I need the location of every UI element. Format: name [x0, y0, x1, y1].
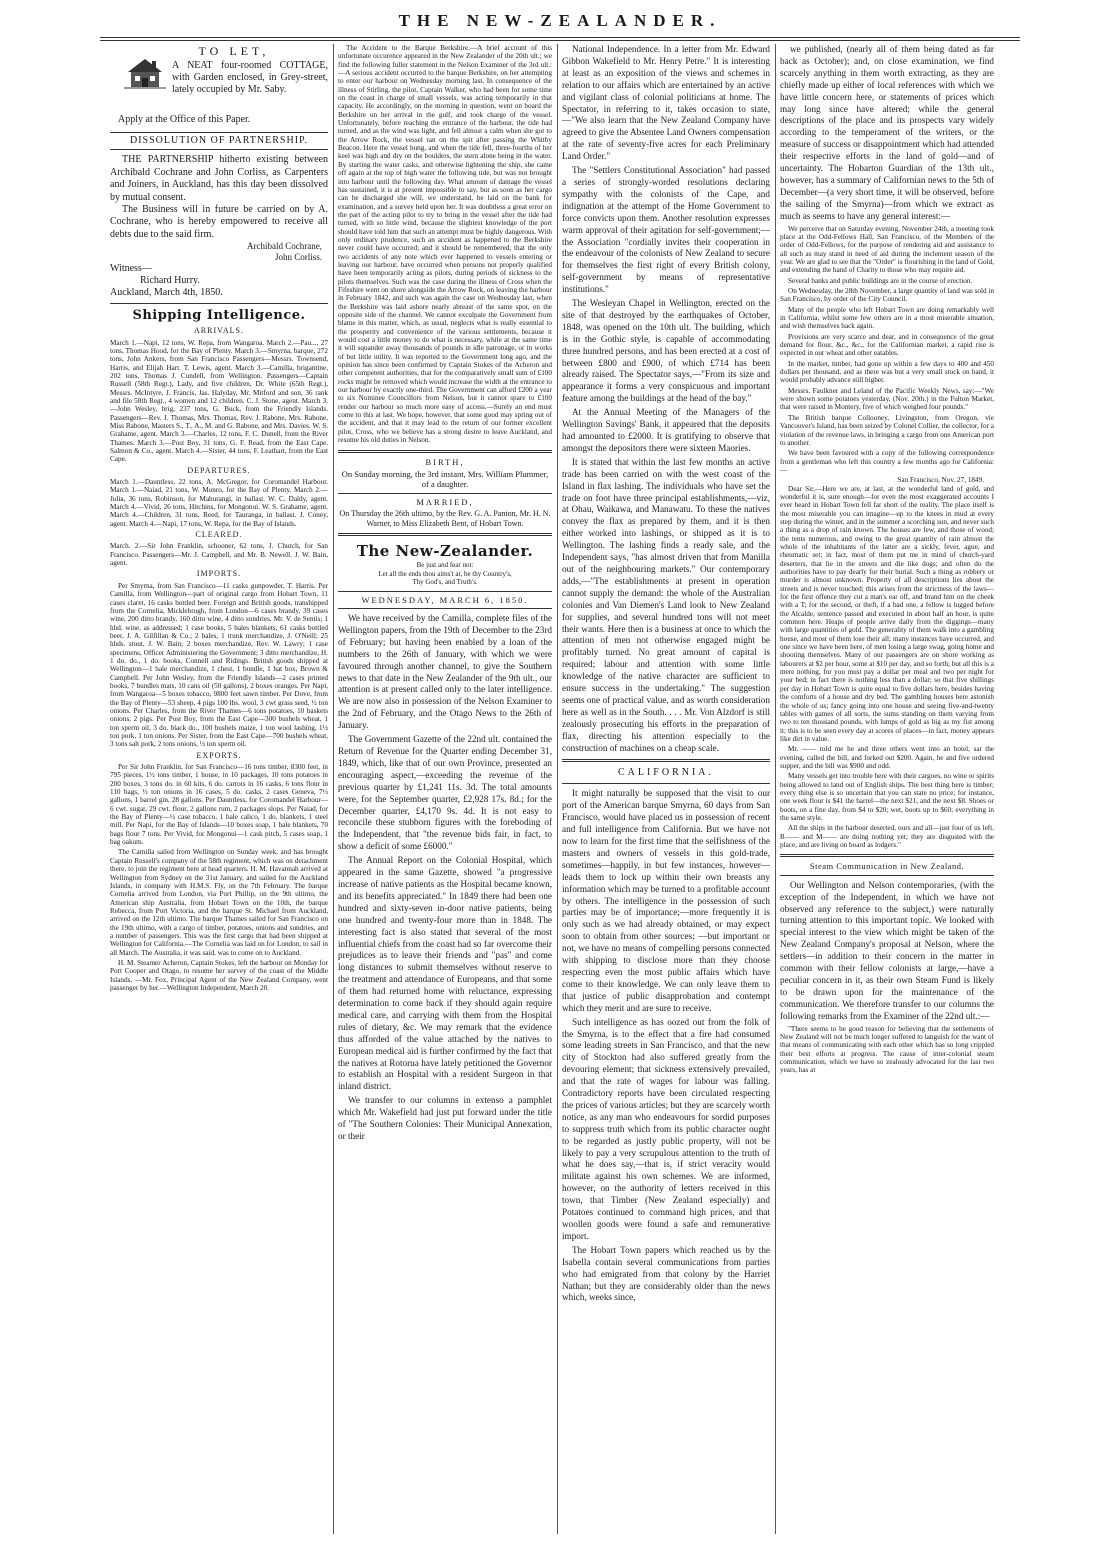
exports-heading: EXPORTS.: [196, 750, 242, 760]
witness-label: Witness—: [110, 263, 152, 275]
column-1: [110, 44, 328, 1534]
column-2: [338, 44, 552, 1534]
signature: Archibald Cochrane,: [247, 241, 322, 252]
divider: [338, 450, 552, 453]
editorial-paper-title: The New-Zealander.: [356, 542, 534, 561]
cleared-list: March. 2.—Sir John Franklin, schooner, 62 tons, J. Church, for San Francisco. Passengers—Mr. J. Campbell, and Mr. B. Newell. J. W. Bain, agent.: [110, 542, 328, 568]
quoted-paragraph: In the market, timber, had gone up within a few days to 400 and 450 dollars per thousand, and as there was but a very small stock on hand, it would probably advance still higher.: [780, 359, 994, 385]
quoted-paragraph: We perceive that on Saturday evening, November 24th, a meeting took place at the Odd-Fellows Hall, San Francisco, of the Members of the order of Odd-Fellows, for the purpose of rendering aid and assistance to all such as may stand in need of aid during the inclement season of the year. We are glad to see that the "Order" is flourishing in the land of Gold, and extending the hand of Charity to those who may require aid.: [780, 224, 994, 275]
divider: [110, 149, 328, 150]
column-rule: [333, 44, 334, 1534]
quoted-paragraph: Several banks and public buildings are in the course of erection.: [788, 276, 973, 285]
arrivals-heading: ARRIVALS.: [194, 326, 244, 336]
berkshire-article: The Accident to the Barque Berkshire.—A brief account of this unfortunate occurence appeared in the New Zealander of the 20th ult.; we find the following fuller statement in the Nelson Examiner of the 3rd ult.:—A serious accident occurred to the barque Berkshire, on her attempting to enter our harbour on Wednesday morning last. In consequence of the illness of Stirling, the pilot, Captain Walker, who had been for some time on the coast in charge of small vessels, was acting temporarily in that capacity. He accordingly, on the morning in question, went on board the Berkshire on her arrival in the gulf, and took charge of the vessel. Unfortunately, before reaching the entrance of the harbour, the tide had turned, and as the wind was light, and fell almost a calm when she got to the Arrow Rock, the vessel ran on the spit after passing the Whitby Beacon. Here the vessel hung, and when the tide fell, three-fourths of her keel was high and dry on the boulders, the stern alone being in the water. By starting the water casks, and otherwise lightening the ship, she came off again at the top of high water the following tide, but was not brought into harbour until the following day. What amount of damage the vessel has sustained, it is at present impossible to say, but as soon as her cargo can be discharged she will, we understand, be laid on the bank for examination, and a survey held upon her. It was doubtless a great error on the part of the acting pilot to try to bring in the vessel after the tide had turned, with so little wind, because the slightest knowledge of the port should have told him that such an attempt must be highly dangerous. With only ordinary prudence, such an accident as happened to the Berkshire never could have occurred; and it should be remembered, that the only two accidents of any note which ever happened to vessels entering or leaving our harbour, have occurred when persons not properly qualified have been temporarily acting as pilots, during periods of sickness to the pilots themselves. Such was the case during the illness of Cross when the Fifeshire went on shore alongside the Arrow Rock, on leaving the harbour in February 1842, and such was again the case on Wednesday last, when the Berkshire was laid ashore nearly abreast of the same spot, on the opposite side of the channel. We cannot exculpate the Government from blame in this matter, which, as usual, neglects what is really essential to the prosperity and convenience of the various settlements, because it would cost a little money to do what is necessary, while at the same time it will squander away thousands of pounds in idle patronage, or in works of but little utility. It was reported to the Government long ago, and the opinion has since been confirmed by Captain Stokes of the Acheron and other competent authorities, that for the comparatively small sum of £100 rocks might be removed which would increase the width at the entrance to our harbour by exactly one-third. The Government can afford £200 a year to six Nominee Councillors from Nelson, but it cannot spare to £100 render our harbour so much more easy of access.—Surely an end must come to this at last. We hope, however, that some good may spring out of the accident, and that it may lead to the return of our former excellent pilot, Cross, who we believe has a strong desire to leave Auckland, and resume his old duties in Nelson.: [338, 44, 552, 445]
letter-paragraph: Dear Sir,—Here we are, at last, at the wonderful land of gold, and wonderful it is, sure enough—for even the most exaggerated accounts I ever heard in Hobart Town fell far short of the reality. The place itself is the most miserable you can imagine—up to the knees in mud at every step during the winter, and in the summer a scorching sun, and never such a thing as a drop of rain known. The houses are few, and those of wood; the tents numerous, and owing to the great quantity of rain almost the whole of the inhabitants of the latter are a sickly, fever, ague, and rheumatic set; in fact, most of them put me in mind of church-yard deserters, that lie in the streets and die like dogs; and often do the authorities have to pay dearly for their burial. Such a thing as robbery or murder is almost unknown. Property of all descriptions lies about the streets and is never touched; this arises from the strictness of the laws—for the first offence they cut a man's ear off, and brand him on the cheek with a T; for the second, or theft, if a bad one, a fellow is lugged before the Alcalde, sentence passed and executed in about half an hour, is quite common here. Heaps of people arrive daily from the diggings—many with large quantities of gold. The generality of them walk into a gambling house, and most of them lose their all; many instances have occurred, and one since we have been here, of men losing a large swag, going home and shooting themselves. Many of our passengers are on shore working as labourers at $2 per hour, some at $10 per day, and so forth; but all this is a mere nothing, for you must pay a dollar per meal and two per night for your bed; in fact there is nothing less than a dollar; so that five shillings per day in Hobart Town is quite equal to five dollars here, besides having the comforts of a house and dry bed. The gambling houses here astonish the whole of us; fancy going into one house and seeing five-and-twenty tables with games of all sorts, the sums standing on them varying from two to ten thousand pounds, with lumps of gold as big as my fist among it; this is to be seen every day at scores of places—in fact, money appears like dirt in value.: [780, 484, 994, 743]
divider: [338, 493, 552, 494]
arrivals-list: March 1.—Napi, 12 tons, W. Repa, from Wangaroa. March 2.—Pau..., 27 tons, Thomas Hood, for the Bay of Plenty. March 3.—Smyrna, barque, 272 tons, John Ankers, from San Francisco Passengers—Messrs. Townsend, Harris, and Elijah Hart. T. Lewis, agent. March 3.—Camilla, brigantine, 202 tons, Thomas J. Cundell, from Wellington. Passengers—Captain Russell (58th Regt.), Lady, and five children, Dr. White (65th Regt.), Messrs. McIntyre, J. Francis, Jas. Halyday, Mr. Mitford and son, 36 rank and file 58th Regt., 4 women and 12 children. C. J. Stone, agent. March 3.—John Wesley, brig, 237 tons, G. Buck, from the Friendly Islands. Passengers—Rev. J. Thomas, Mrs. Thomas, Rev. J. Rabone, Mrs. Rabone, Miss Rabone, Masters S., T., A., M. and G. Rabone, and Mrs. Davies. W. S. Grahame, agent. March 3.—Charles, 12 tons, F. C. Dunell, from the River Thames. March 3.—Post Boy, 31 tons, G. F. Read, from the East Cape. Salmon & Co., agent. March 4.—Sister, 44 tons, F. Leathart, from the East Cape.: [110, 338, 328, 464]
editorial-paragraph: The "Settlers Constitutional Association" had passed a series of strongly-worded resolutions declaring sympathy with the colonists of the Cape, and indignation at the attempt of the Home Government to force convicts upon them. Another resolution expresses warm approval of their agitation for self-government;—the Association "cordially invites their cooperation in the endeavour of the colonists of New Zealand to secure for themselves the first right of every British colony, self-government by means of representative institutions.": [562, 165, 770, 295]
editorial-paragraph: We have received by the Camilla, complete files of the Wellington papers, from the 19th of December to the 23rd of February; but having been enabled by a loan of the numbers to the 26th of January, with which we were favoured through another channel, to give the Southern news to that date in the New Zealander of the 9th ult., our attention is at present called only to the later intelligence. We are now also in possession of the Nelson Examiner to the 2nd of February, and the Otago News to the 26th of January.: [338, 613, 552, 731]
motto-line: Be just and fear not:: [416, 561, 474, 570]
letter-date: San Francisco, Nov. 27, 1849.: [897, 476, 984, 485]
editorial-paragraph: The Government Gazette of the 22nd ult. contained the Return of Revenue for the Quarter ending December 31, 1849, which, like that of our own Province, presented an encouraging aspect,—exceeding the revenue of the previous quarter by £1,241 11s. 3d. The total amounts were, for the September quarter, £2,928 17s. 8d.; for the December quarter, £4,170 9s. 4d. It is not easy to reconcile these stubborn figures with the foreboding of the Independent, that "the revenue bids fair, in fact, to show a deficit of some £6000.": [338, 734, 552, 852]
to-let-body: A NEAT four-roomed COTTAGE, with Garden enclosed, in Grey-street, lately occupied by Mr. Saby.: [172, 60, 328, 95]
quoted-paragraph: Messrs. Faulkner and Leland of the Pacific Weekly News, say:—"We were shown some potatoes yesterday, (Nov. 20th.) in the Fulton Market, that were raised in Montery, five of which weighed four pounds.": [780, 386, 994, 412]
departures-list: March 1.—Dauntless, 22 tons, A. McGregor, for Coromandel Harbour. March 1.—Naiad, 21 tons, W. Monro, for the Bay of Plenty. March 2.—Julia, 36 tons, Robinson, for Mahurangi, in ballast. W. C. Daldy, agent. March 4.—Vivid, 26 tons, Hitchins, for Mongonui. W. S. Grahame, agent. March 4.—Children, 31 tons, Reed, for Tauranga, in ballast. J. Coney, agent. March 4.—Napi, 17 tons, W. Repa, for the Bay of Islands.: [110, 478, 328, 528]
masthead-rule: [100, 37, 1020, 38]
married-notice: On Thursday the 26th ultimo, by the Rev. G. A. Panton, Mr. H. N. Warner, to Miss Elizabeth Bent, of Hobart Town.: [339, 509, 551, 528]
steam-heading: Steam Communication in New Zealand.: [809, 861, 965, 872]
dissolution-paragraph: THE PARTNERSHIP hitherto existing between Archibald Cochrane and John Corliss, as Carpenters and Joiners, in Auckland, has this day been dissolved by mutual consent.: [110, 154, 328, 203]
to-let-apply: Apply at the Office of this Paper.: [118, 114, 251, 125]
camilla-paragraph: The Camilla sailed from Wellington on Sunday week, and has brought Captain Russell's company of the 58th regiment, which was on detachment there, to join the regiment here at head quarters. H. M. Havannah arrived at Wellington from Sydney on the 31st January, and sailed for the Auckland Islands, in company with H.M.S. Fly, on the 7th February. The barque Cornelia arrived from London, via Port Phillip, on the 9th ultimo, the American ship Australia, from Hobart Town on the 10th, the barque Rebecca, from Port Victoria, and the barque St. Michael from Auckland, arrived on the 12th ultimo. The barque Thames sailed for San Francisco on the 19th ultimo, with a cargo of timber, potatoes, onions and sundries, and a number of passengers. This was the first cargo that had been shipped at Wellington for California.—The Cornelia was laid on for London, to sail in all March. The Australia, it was said, was to come on to Auckland.: [110, 848, 328, 957]
dissolution-heading: DISSOLUTION OF PARTNERSHIP.: [129, 135, 308, 146]
california-paragraph: we published, (nearly all of them being dated as far back as October); and, on close examination, we find scarcely anything in them worth extracting, as they are chiefly made up either of local references with which we have little concern here, or statements of prices which may long since have altered; while the general descriptions of the place and its prospects vary widely according to the temperament of the writers, or the measure of success or disappointment which had attended their respective efforts in the land of gold—and of uncertainty. The Hobarton Guardian of the 13th ult., however, has a summary of Californian news to the 5th of December—(a very short time, it will be observed, before the sailing of the Smyrna)—from which we extract as much as seems to have any general interest:—: [780, 44, 994, 221]
newspaper-title: THE NEW-ZEALANDER.: [398, 11, 722, 30]
imports-heading: IMPORTS.: [196, 569, 242, 579]
issue-date: WEDNESDAY, MARCH 6, 1850.: [361, 594, 529, 605]
california-heading: CALIFORNIA.: [617, 767, 715, 779]
steam-paragraph: Our Wellington and Nelson contemporaries, (with the exception of the Independent, in which we have not observed any reference to the subject,) were naturally turning attention to this important topic. We looked with special interest to the view which might be taken of the New Zealand Company's proposal at Nelson, where the settlers—in addition to their concern in the matter in common with their fellow colonists at large,—have a peculiar concern in it, as their own Steam Fund is likely to be drawn upon for the maintenance of the communication. We therefore transfer to our columns the following remarks from the Examiner of the 22nd ult.:—: [780, 879, 994, 1021]
editorial-paragraph: It is stated that within the last few months an active trade has been carried on with the west coast of the Island in flax lashing. The individuals who have set the trade on foot have three principal establishments,—viz, at Ohau, Waikawa, and Manawatu. To these the natives convey the flax as prepared by them, and it is then either worked into lashings, or shipped as it is to Wellington. The lashing finds a ready sale, and the Independent says, "has almost driven that from Manilla out of the neighbouring markets." Our contemporary adds,—"The establishments at present in operation cannot supply the demand: the whole of the Australian colonies and Van Diemen's Land look to New Zealand for supplies, and several hundred tons will not meet their wants. Here then is a business at once to which the attention of men not otherwise engaged might be profitably turned. No great amount of capital is required; labour and attention with some little knowledge of the native character are sufficient to ensure success in the undertaking." The suggestion seems one of practical value, and as worth consideration here as well as in the South. . . . Mr. Von Alzdorf is still zealously prosecuting his efforts in the preparation of flax, directing his attention especially to the construction of machines on a cheap scale.: [562, 456, 770, 753]
masthead: [100, 0, 1020, 40]
shipping-heading: Shipping Intelligence.: [132, 308, 306, 324]
cleared-heading: CLEARED.: [195, 530, 243, 540]
steam-body: [780, 880, 994, 1023]
quoted-paragraph: The British barque Collooney, Livingston, from Oregon, vie Vancouver's Island, has been seized by Colonel Collier, the collector, for a violation of the revenue laws, in bringing a cargo from one American port to another.: [780, 413, 994, 447]
dissolution-paragraph: The Business will in future be carried on by A. Cochrane, who is hereby empowered to receive all debts due to the said firm.: [110, 203, 328, 240]
quoted-paragraph: Provisions are very scarce and dear, and in consequence of the great demand for flour, &c., &c., for the Californian market, a rapid rise is expected in our wheat and other eatables.: [780, 332, 994, 358]
signature: John Corliss.: [274, 252, 322, 263]
divider: [110, 132, 328, 133]
witness-date: Auckland, March 4th, 1850.: [110, 287, 223, 299]
to-let-advert: [110, 44, 328, 128]
married-heading: MARRIED,: [416, 496, 474, 507]
imports-list: Per Smyrna, from San Francisco—11 casks gunpowder, T. Harris. Per Camilla, from Wellington—part of original cargo from Hobart Town, 11 cases claret, 16 casks bottled beer. Foreign and British goods, transhipped from the Cornelia, Micklebrugh, from London—6 cases brandy, 39 cases wine, 200 ditto brandy, 160 ditto wine, 4 ditto sundries, Mr. V. de Sentis; 1 hhd. wine, as addressed; 1 case books, 5 bales blankets, 61 casks bottled beer, J. A. Gilfillan & Co.; 2 bales, 1 trunk merchandize, J. O'Neill; 25 hhds. stout, J. W. Bain; 2 boxes merchandize, Rev. W. Lawry; 1 case specimens, Officer Administering the Government; 3 ditto merchandize, H. 1 do. do., 1 do. books, Connell and Ridings. British goods shipped at Wellington—1 bale merchandize, 1 chest, 1 bundle, 1 hat box, Brown & Campbell. Per John Wesley, from the Friendly Islands—2 cases printed books, 7 bundles mats, 10 cans oil (50 gallons), 2 boxes oranges. Per Napi, from Wangaroa—5 boxes tobacco, 9800 feet sawn timber. Per Dove, from the Bay of Plenty—53 sheep, 4 pigs 100 lbs. wool, 3 cwt grass seed, ½ ton onions. Per Charles, from the River Thames—6 tons potatoes, 10 baskets onions, 2 pigs. Per Post Boy, from the East Cape—300 bushels wheat, 1 ton sperm oil, 3 do. black do., 100 bushels maize, 1 ton wool lashing, 1½ ton pork, 1 ton onions. Per Sister, from the East Cape—700 bushels wheat, 3 tons salt pork, 2 tons onions, ½ ton sperm oil.: [110, 581, 328, 749]
letter-paragraph: Many vessels get into trouble here with their cargoes, no wine or spirits being allowed to land out of English ships. The best thing here is timber; every thing else is so uncertain that you can state no price; for instance, one week flour is $41 the barrel—the next $21, and the next $8. Shoes or boots, on a fine day, from $4 to $20; wet, boots up to $60; everything in the same style.: [780, 772, 994, 822]
letter-paragraph: All the ships in the harbour deserted, ours and all—just four of us left. R—— and M—— are doing nothing yet; they are disgusted with the place, and are living on board as lodgers.": [780, 824, 994, 849]
california-continued: [780, 44, 994, 223]
column-4: [780, 44, 994, 1534]
letter-paragraph: Mr. —— told me he and three others went into an hotel, sat the evening, called the bill, and forked out $200. Again, he and five ordered supper, and the bill was $900 and odd.: [780, 745, 994, 770]
acheron-paragraph: H. M. Steamer Acheron, Captain Stokes, left the harbour on Monday for Port Cooper and Otago, to resume her survey of the coast of the Middle Islands, —Mr. Fox, Principal Agent of the New Zealand Company, went passenger by her.—Wellington Independent, March 20.: [110, 958, 328, 992]
divider: [338, 591, 552, 592]
motto-line: Thy God's, and Truth's.: [412, 578, 478, 587]
birth-heading: BIRTH,: [425, 456, 465, 467]
california-paragraph: The Hobart Town papers which reached us by the Isabella contain several communications from parties who had emigrated from that colony by the Harriet Nathan; but they are considerably older than the news which, weeks since,: [562, 1244, 770, 1303]
column-3: [562, 44, 770, 1534]
divider: [780, 875, 994, 876]
divider: [110, 303, 328, 304]
to-let-title: TO LET,: [198, 44, 270, 58]
steam-quote: "There seems to be good reason for believing that the settlements of New Zealand will not be much longer suffered to languish for the want of that means of communicating with each other which has so long crippled their best efforts at progress. The cause of inter-colonial steam communication, which we have so zealously advocated for the last two years, has at: [780, 1024, 994, 1075]
california-paragraph: Such intelligence as has oozed out from the folk of the Smyrna, is to the effect that a fire had consumed some leading streets in San Francisco, and that the new city of Stockton had also suffered greatly from the devouring element; that sickness extensively prevailed, and that the rate of wages for labour was falling. Contradictory reports have been circulated respecting the prices of various articles; but they are scarcely worth notice, as any man who endeavours for sordid purposes to suppress truth which from its public character ought to be regarded as justly public property, will not be likely to pay a very scrupulous attention to the truth of what he does say,—that is, if strict veracity would militate against his own schemes. We are informed, however, on the authority of letters received in this town, that Timber (New Zealand especially) and Potatoes continued to command high prices, and that woollen goods were found a safe and remunerative import.: [562, 1016, 770, 1241]
editorial-paragraph: The Wesleyan Chapel in Wellington, erected on the site of that destroyed by the earthquakes of October, 1848, was opened on the 10th ult. The building, which is in the Gothic style, is capable of accommodating three hundred persons, and has been erected at a cost of between £800 and £900, of which £714 has been already raised. The Spectator says,—"From its size and appearance it forms a very conspicuous and important feature among the buildings at the head of the bay.": [562, 298, 770, 404]
birth-notice: On Sunday morning, the 3rd instant, Mrs. William Plummer, of a daughter.: [341, 468, 549, 489]
motto-line: Let all the ends thou aims't at, be thy Country's,: [378, 569, 512, 578]
divider: [338, 608, 552, 609]
quoted-paragraph: On Wednesday, the 28th November, a large quantity of land was sold in San Francisco, by order of the City Council.: [780, 287, 994, 304]
witness-name: Richard Hurry.: [140, 275, 200, 287]
editorial-paragraph: The Annual Report on the Colonial Hospital, which appeared in the same Gazette, showed "a progressive increase of native patients as the Hospital became known, and its benefits appreciated." In 1849 there had been one hundred and sixty-seven in-door native patients, being one hundred and twenty-four more than in 1848. The interesting fact is also stated that several of the most influential chiefs from the coast had so far overcome their prejudices as to leave their friends and "pas" and come long distances to submit themselves without reserve to the treatment and attendance of Europeans, and that some of them had returned home with reluctance, expressing determination to come back if they should again require medical care, and carrying with them from the Hospital rules of dietary, &c. We may remark that the evidence thus afforded of the value attached by the natives to European medical aid is further confirmed by the fact that the natives at Rotorua have lately petitioned the Governor to establish an Hospital with a resident Surgeon in that inland district.: [338, 855, 552, 1092]
divider: [562, 759, 770, 762]
divider: [338, 533, 552, 536]
editorial-paragraph: National Independence. In a letter from Mr. Edward Gibbon Wakefield to Mr. Henry Petre." It is interesting at least as an exposition of the views and schemes in relation to our affairs which are entertained by an active and vigilant class of colonial politicians at home. The Spectator, in referring to it, takes occasion to state,—"We also learn that the New Zealand Company have agreed to give the Absentee Land Owners compensation at the rate of seventy-five acres for each Preliminary Land Order.": [562, 44, 770, 162]
cottage-icon: [124, 56, 166, 90]
masthead-rule: [100, 40, 1020, 41]
divider: [780, 854, 994, 857]
editorial-paragraph: At the Annual Meeting of the Managers of the Wellington Savings' Bank, it appeared that the deposits had amounted to £2000. It is gratifying to observe that amongst the depositors there were sixteen Maories.: [562, 407, 770, 453]
departures-heading: DEPARTURES.: [187, 465, 251, 475]
editorial-paragraph: We transfer to our columns in extenso a pamphlet which Mr. Wakefield had just put forward under the title of "The Southern Colonies: Their Municipal Annexation, or their: [338, 1095, 552, 1141]
editorial-body: [338, 613, 552, 1143]
divider: [562, 783, 770, 784]
exports-list: Per Sir John Franklin, for San Francisco—16 tons timber, 8300 feet, in 795 pieces, 1½ tons timber, 1 house, in 10 packages, 10 tons potatoes in 200 boxes, 3 tons do. in 60 kits, 6 do. carrots in 16 casks, 6 tons flour in 110 bags, ½ ton onions in 16 cases, 5 do. casks, 2 cases Geneva, 7½ gallons, 1 barrel gin, 28 gallons. Per Dauntless, for Coromandel Harbour—6 cwt. sugar, 29 cwt. flour, 2 gallons rum, 2 packages slops. Per Naiad, for the Bay of Plenty—½ case tobacco, 1 bale calico, 1 do. blankets, 1 steel mill. Per Napi, for the Bay of Islands—10 boxes soap, 1 bale blankets, 70 bags flour 7 tons. Per Vivid, for Mongonui—1 cask pitch, 5 cases soap, 1 bag oakum.: [110, 763, 328, 847]
california-paragraph: It might naturally be supposed that the visit to our port of the American barque Smyrna, 60 days from San Francisco, would have placed us in possession of recent and full intelligence from California. But we have not now to learn for the first time that the selfishness of the masters and owners of vessels in this gold-trade, sometimes—happily, in but few instances, however—leads them to lock up within their own breasts any information which may be turned to a profitable account by others. The intelligence in the possession of such parties may be of importance;—more frequently it is only such as we had already obtained, or may expect soon to obtain from other sources; —but important or not, we have no means of compelling persons connected with shipping to disclose more than they choose respecting even the most public affairs which have come to their knowledge. We can only leave them to that justice of public disapprobation and contempt which they merit and are sure to receive.: [562, 788, 770, 1013]
quoted-paragraph: We have been favoured with a copy of the following correspondence from a gentleman who left this country a few months ago for California:—: [780, 449, 994, 474]
quoted-paragraph: Many of the people who left Hobart Town are doing remarkably well in California, whilst some few others are in a most miserable situation, and wish themselves back again.: [780, 305, 994, 331]
column-rule: [557, 44, 558, 1534]
column-rule: [775, 44, 776, 1534]
dissolution-notice: [110, 154, 328, 241]
